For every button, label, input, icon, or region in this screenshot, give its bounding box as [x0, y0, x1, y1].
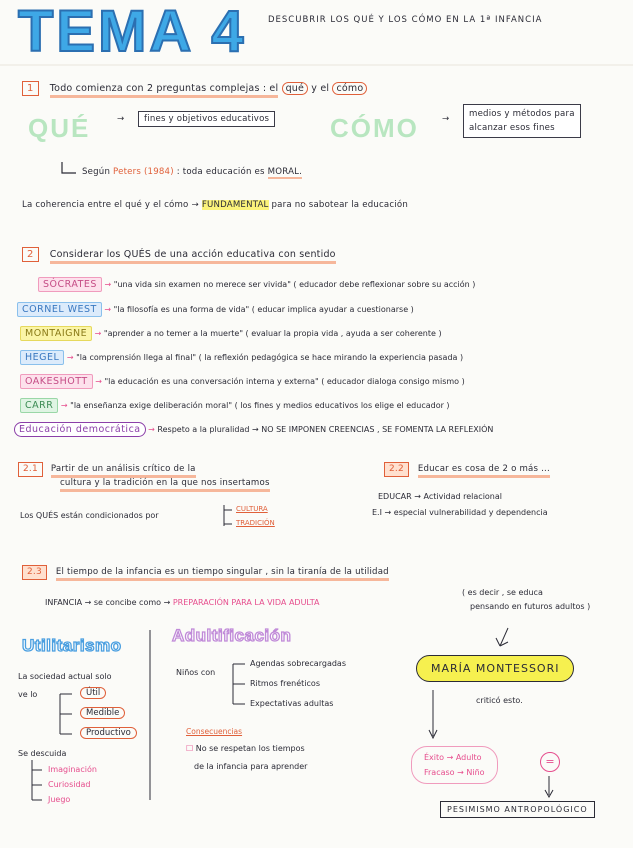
checkbox-icon: ☐	[186, 744, 194, 753]
ei-label: E.I	[372, 508, 382, 517]
section-2-1-heading-1: Partir de un análisis crítico de la	[51, 464, 196, 478]
section-2-title	[22, 247, 336, 262]
philosopher-row: CARR → "la enseñanza exige deliberación moral" ( los fines y medios educativos los elige el educador )	[20, 398, 450, 413]
ei-value: especial vulnerabilidad y dependencia	[393, 508, 548, 517]
educar-label: EDUCAR	[378, 492, 412, 501]
cultura-label: CULTURA	[236, 505, 268, 513]
preparacion-label: PREPARACIÓN PARA LA VIDA ADULTA	[172, 598, 320, 607]
descuida-imaginacion: Imaginación	[48, 765, 97, 774]
adult-item-ritmos: Ritmos frenéticos	[250, 679, 320, 688]
section-number: 2.1	[18, 462, 43, 477]
peters-name: Peters (1984)	[113, 167, 174, 177]
society-line-1: La sociedad actual solo	[18, 672, 112, 681]
peters-line	[82, 167, 302, 177]
como-label: cómo	[332, 82, 367, 95]
exito-fracaso-box	[411, 746, 498, 784]
consecuencias-line-2: de la infancia para aprender	[194, 762, 308, 771]
moral-label: MORAL.	[267, 167, 303, 177]
utilitarismo-heading: Utilitarismo	[22, 636, 122, 655]
page-subtitle: DESCUBRIR LOS QUÉ Y LOS CÓMO EN LA 1ª INFANCIA	[268, 15, 543, 25]
philosopher-row: SÓCRATES → "una vida sin examen no merece ser vivida" ( educador debe reflexionar sobre su acción )	[38, 277, 475, 292]
que-definition-box: fines y objetivos educativos	[138, 111, 275, 127]
section-2-1-title	[18, 462, 196, 477]
page-title: TEMA 4	[18, 0, 247, 64]
como-definition-box	[463, 104, 581, 138]
fracaso-line: Fracaso → Niño	[424, 768, 485, 777]
que-heading: QUÉ	[28, 113, 91, 143]
coherence-line: La coherencia entre el qué y el cómo → FUNDAMENTAL para no sabotear la educación	[22, 200, 408, 210]
adult-item-agendas: Agendas sobrecargadas	[250, 659, 346, 668]
quote-montaigne: "aprender a no temer a la muerte" ( evaluar la propia vida , ayuda a ser coherente )	[103, 329, 442, 338]
fundamental-label: FUNDAMENTAL	[201, 200, 269, 210]
tradicion-label: TRADICIÓN	[236, 519, 275, 527]
descuida-curiosidad: Curiosidad	[48, 780, 91, 789]
tag-carr: CARR	[20, 398, 58, 413]
section-number: 2.3	[22, 565, 47, 580]
es-decir-1: ( es decir , se educa	[462, 588, 543, 597]
section-1-line	[22, 81, 367, 96]
section-1-intro: Todo comienza con 2 preguntas complejas : el	[50, 83, 279, 98]
section-2-heading: Considerar los QUÉS de una acción educativa con sentido	[50, 249, 336, 264]
philosopher-row: OAKESHOTT → "la educación es una conversación interna y externa" ( educador dialoga consigo mismo )	[20, 374, 465, 389]
tag-cornel-west: CORNEL WEST	[17, 302, 102, 317]
descuida-label: Se descuida	[18, 749, 67, 758]
quote-hegel: "la comprensión llega al final" ( la reflexión pedagógica se hace mirando la experiencia pasada )	[76, 353, 464, 362]
infancia-line: INFANCIA → se concibe como → PREPARACIÓN PARA LA VIDA ADULTA	[45, 598, 320, 607]
como-box-line-1: medios y métodos para	[469, 109, 575, 119]
ei-line: E.I → especial vulnerabilidad y dependencia	[372, 508, 548, 517]
peters-pre: Según	[82, 167, 111, 177]
section-2-3-title	[22, 565, 389, 580]
ninos-con-label: Niños con	[176, 668, 216, 677]
equals-circle: =	[540, 752, 560, 772]
democratic-row: Educación democrática → Respeto a la pluralidad → NO SE IMPONEN CREENCIAS , SE FOMENTA LA REFLEXIÓN	[14, 422, 493, 437]
section-2-2-heading: Educar es cosa de 2 o más ...	[418, 464, 550, 478]
educar-value: Actividad relacional	[423, 492, 503, 501]
section-2-3-heading: El tiempo de la infancia es un tiempo singular , sin la tiranía de la utilidad	[56, 567, 389, 581]
como-heading: CÓMO	[330, 113, 419, 143]
democratic-text: Respeto a la pluralidad → NO SE IMPONEN CREENCIAS , SE FOMENTA LA REFLEXIÓN	[157, 425, 494, 434]
section-number: 1	[22, 81, 39, 96]
coherence-text-2: para no sabotear la educación	[271, 200, 408, 210]
section-2-1-heading-2: cultura y la tradición en la que nos insertamos	[60, 478, 270, 492]
critico-label: criticó esto.	[476, 696, 523, 705]
pesimismo-box: PESIMISMO ANTROPOLÓGICO	[440, 801, 595, 818]
quote-cornel-west: "la filosofía es una forma de vida" ( educar implica ayudar a cuestionarse )	[113, 305, 414, 314]
y-el-label: y el	[311, 83, 330, 94]
section-number: 2	[22, 247, 39, 262]
que-arrow: →	[117, 114, 125, 124]
adult-item-expectativas: Expectativas adultas	[250, 699, 334, 708]
como-arrow: →	[442, 114, 450, 124]
condicionados-line: Los QUÉS están condicionados por	[20, 511, 159, 520]
tag-socrates: SÓCRATES	[38, 277, 102, 292]
que-label: qué	[282, 82, 309, 95]
consecuencias-label: Consecuencias	[186, 727, 243, 736]
philosopher-row: MONTAIGNE → "aprender a no temer a la muerte" ( evaluar la propia vida , ayuda a ser coherente )	[20, 326, 442, 341]
util-item-medible: Medible	[80, 707, 125, 719]
tag-montaigne: MONTAIGNE	[20, 326, 92, 341]
tag-educacion-democratica: Educación democrática	[14, 422, 146, 437]
util-item-util: Útil	[80, 687, 106, 699]
quote-oakeshott: "la educación es una conversación interna y externa" ( educador dialoga consigo mismo )	[104, 377, 465, 386]
exito-line: Éxito → Adulto	[424, 753, 482, 762]
educar-line: EDUCAR → Actividad relacional	[378, 492, 503, 501]
coherence-text: La coherencia entre el qué y el cómo	[22, 200, 189, 210]
quote-socrates: "una vida sin examen no merece ser vivida" ( educador debe reflexionar sobre su acción )	[113, 280, 476, 289]
tag-hegel: HEGEL	[20, 350, 64, 365]
quote-carr: "la enseñanza exige deliberación moral" ( los fines y medios educativos los elige el educador )	[70, 401, 450, 410]
section-2-2-title	[384, 462, 550, 477]
tag-oakeshott: OAKESHOTT	[20, 374, 93, 389]
descuida-juego: Juego	[48, 795, 71, 804]
peters-post: : toda educación es	[176, 167, 265, 177]
philosopher-row: CORNEL WEST → "la filosofía es una forma de vida" ( educar implica ayudar a cuestionarse )	[17, 302, 414, 317]
section-2-1-heading-2-wrap	[60, 478, 270, 488]
society-line-2: ve lo	[18, 690, 38, 699]
philosopher-row: HEGEL → "la comprensión llega al final" ( la reflexión pedagógica se hace mirando la experiencia pasada )	[20, 350, 463, 365]
adultificacion-heading: Adultificación	[172, 626, 292, 645]
concibe-label: se concibe como	[93, 598, 162, 607]
consecuencias-text-1: No se respetan los tiempos	[195, 744, 305, 753]
util-item-productivo: Productivo	[80, 727, 137, 739]
section-number: 2.2	[384, 462, 409, 477]
infancia-label: INFANCIA	[45, 598, 83, 607]
montessori-badge: MARÍA MONTESSORI	[416, 655, 574, 682]
es-decir-2: pensando en futuros adultos )	[470, 602, 591, 611]
como-box-line-2: alcanzar esos fines	[469, 123, 555, 133]
consecuencias-line-1	[186, 744, 305, 753]
